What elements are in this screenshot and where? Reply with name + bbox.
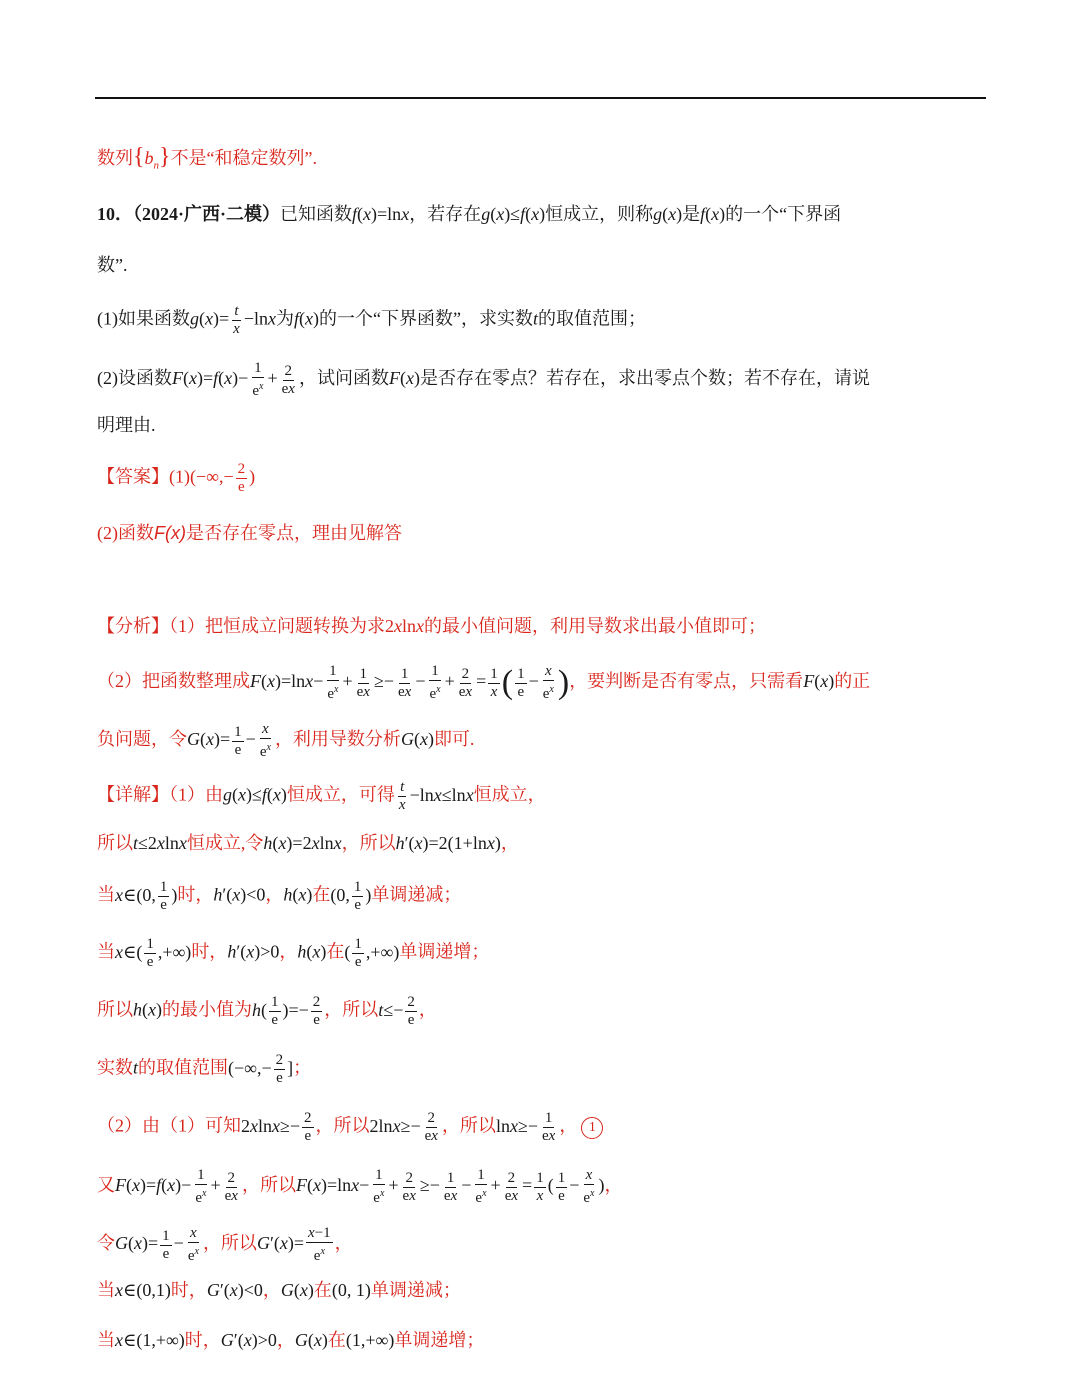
question-source: （2024·广西·二模） [133,204,281,224]
question-part1: (1)如果函数g(x)= $\frac{t}{x}$ −lnx为f(x)的一个“下界函数”，求实数t的取值范围； [97,303,646,337]
question-stem-tail: 数”. [97,255,128,275]
analysis-label: 【分析】 [97,616,169,636]
prev-conclusion: 数列$\{b_n\}$不是“和稳定数列”. [97,144,318,172]
solution-label: 【详解】 [97,784,169,805]
solution-9: 令G(x)= $\frac{1}{e}$ − $\frac{x}{e^x}$ ，所以G′(x)= $\frac{x-1}{e^x}$ ， [97,1225,353,1264]
solution-7: （2）由（1）可知2xlnx≥− $\frac{2}{e}$ ，所以2lnx≥− $\frac{2}{ex}$ ，所以lnx≥− $\frac{1}{ex}$ ， 1 [97,1110,997,1145]
solution-2: 所以t≤2xlnx恒成立,令h(x)=2xlnx，所以h′(x)=2(1+lnx)， [97,833,519,853]
analysis-2: （2）把函数整理成F(x)=lnx− $\frac{1}{e^x}$ + $\frac{1}{ex}$ ≥− $\frac{1}{ex}$ − $\frac{1}{e^x}$ + $\frac{2}{ex}$ = $\frac{1}{x}$ ( $\frac{1}{e}$ − $\frac{x}{e^x}$ )，要判断是否有零点，只需看F(x)的正 [97,663,871,702]
circled-one-marker: 1 [581,1117,603,1139]
question-stem: 10．（2024·广西·二模）已知函数f(x)=lnx，若存在g(x)≤f(x)恒成立，则称g(x)是f(x)的一个“下界函 [97,204,842,224]
answer-1: 【答案】(1)(−∞,− $\frac{2}{e}$ ) [97,461,256,495]
solution-8: 又F(x)=f(x)− $\frac{1}{e^x}$ + $\frac{2}{ex}$ ，所以F(x)=lnx− $\frac{1}{e^x}$ + $\frac{2}{ex}$ ≥− $\frac{1}{ex}$ − $\frac{1}{e^x}$ + $\frac{2}{ex}$ = $\frac{1}{x}$ ( $\frac{1}{e}$ − $\frac{x}{e^x}$ )， [97,1167,623,1206]
question-part2: (2)设函数F(x)=f(x)− $\frac{1}{e^x}$ + $\frac{2}{ex}$ ，试问函数F(x)是否存在零点？若存在，求出零点个数；若不存在，请说 [97,360,870,399]
question-part2-tail: 明理由. [97,415,156,435]
solution-5: 所以h(x)的最小值为h( $\frac{1}{e}$ )=− $\frac{2}{e}$ ，所以t≤− $\frac{2}{e}$ ， [97,994,437,1028]
solution-3: 当x∈(0, $\frac{1}{e}$ )时，h′(x)<0，h(x)在(0, $\frac{1}{e}$ )单调递减； [97,879,462,913]
analysis-1: 【分析】（1）把恒成立问题转换为求2xlnx的最小值问题，利用导数求出最小值即可； [97,616,767,636]
question-number: 10． [97,204,133,224]
answer-2: (2)函数F(x)是否存在零点，理由见解答 [97,523,402,543]
header-rule [95,97,986,99]
solution-4: 当x∈( $\frac{1}{e}$ ,+∞)时，h′(x)>0，h(x)在( $\frac{1}{e}$ ,+∞)单调递增； [97,936,490,970]
solution-10: 当x∈(0,1)时，G′(x)<0，G(x)在(0, 1)单调递减； [97,1280,461,1300]
solution-1: 【详解】（1）由g(x)≤f(x)恒成立，可得 $\frac{t}{x}$ −lnx≤lnx恒成立， [97,779,546,813]
solution-11: 当x∈(1,+∞)时，G′(x)>0，G(x)在(1,+∞)单调递增； [97,1330,485,1350]
answer-label: 【答案】 [97,466,169,487]
solution-6: 实数t的取值范围(−∞,− $\frac{2}{e}$ ]； [97,1052,312,1086]
analysis-3: 负问题，令G(x)= $\frac{1}{e}$ − $\frac{x}{e^x}$ ，利用导数分析G(x)即可. [97,721,475,760]
